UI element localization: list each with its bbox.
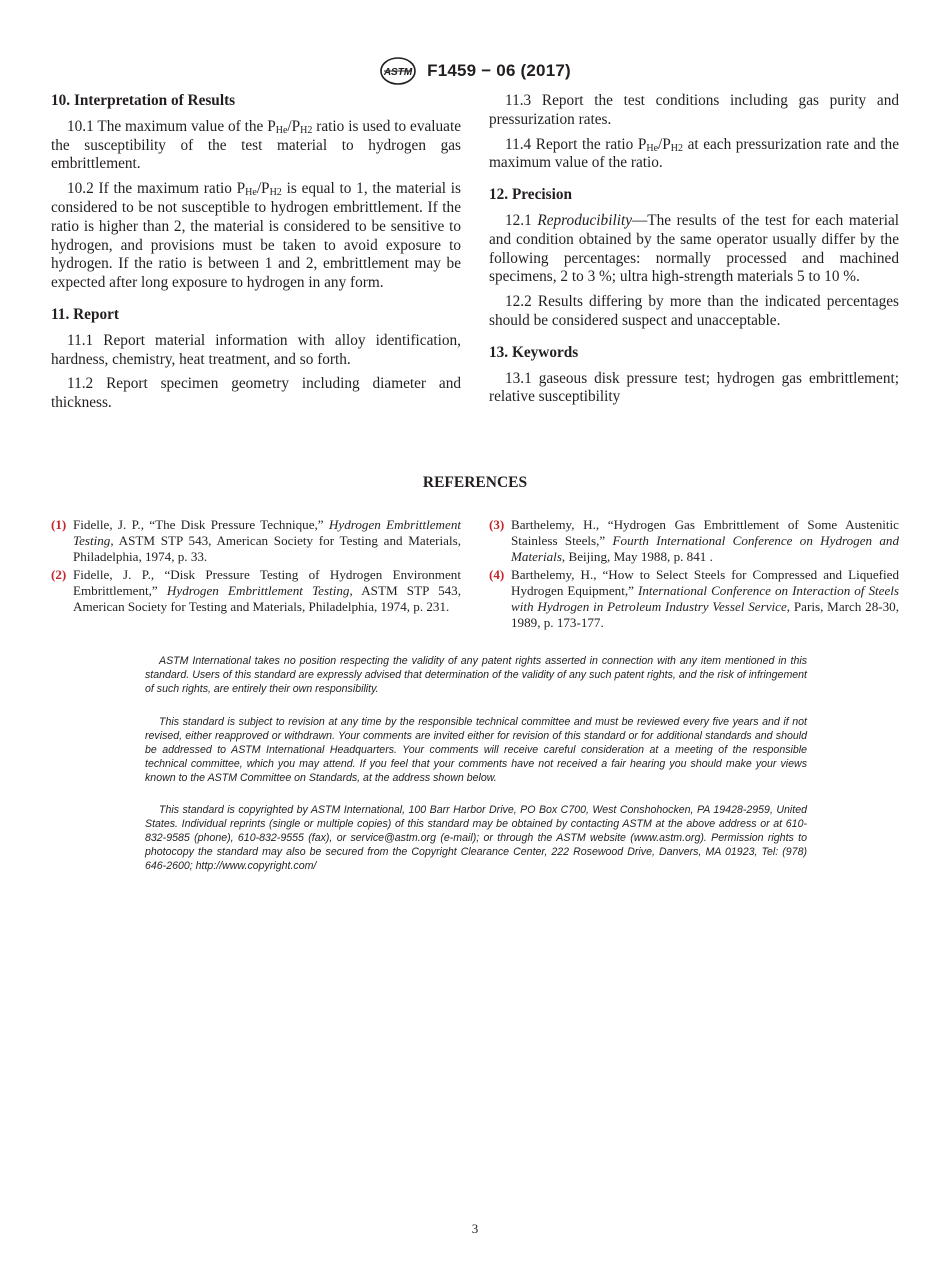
reference-item: (3) Barthelemy, H., “Hydrogen Gas Embrittlement of Some Austenitic Stainless Steels,” Fourth International Conference on Hydrogen and Materials, Beijing, May 1988, p. 841 . <box>489 517 899 565</box>
patent-notice: ASTM International takes no position respecting the validity of any patent rights asserted in connection with any item mentioned in this standard. Users of this standard are expressly advised that determination of the validity of any such patent rights, and the risk of infringement of such rights, are entirely their own responsibility. <box>145 655 807 695</box>
svg-text:ASTM: ASTM <box>383 67 413 78</box>
copyright-notice: This standard is copyrighted by ASTM International, 100 Barr Harbor Drive, PO Box C700, West Conshohocken, PA 19428-2959, United States. Individual reprints (single or multiple copies) of this standard may be obtained by contacting ASTM at the above address or at 610-832-9585 (phone), 610-832-9555 (fax), or service@astm.org (e-mail); or through the ASTM website (www.astm.org). Permission rights to photocopy the standard may also be secured from the Copyright Clearance Center, 222 Rosewood Drive, Danvers, MA 01923, Tel: (978) 646-2600; http://www.copyright.com/ <box>145 804 807 872</box>
reference-number[interactable]: (1) <box>51 517 67 532</box>
references-left <box>51 517 461 616</box>
section-13-title: 13. Keywords <box>489 343 579 361</box>
references-title: REFERENCES <box>422 474 528 491</box>
left-column <box>51 92 461 419</box>
page-header <box>0 56 950 86</box>
paragraph-12-1: 12.1 Reproducibility—The results of the test for each material and condition obtained by the same operator usually differ by the following percentages: normally processed and machined specimens, 2 to 3 %; ultra high-strength materials 5 to 10 %. <box>489 211 899 286</box>
reference-number[interactable]: (3) <box>489 517 505 532</box>
reference-item: (2) Fidelle, J. P., “Disk Pressure Testing of Hydrogen Environment Embrittlement,” Hydrogen Embrittlement Testing, ASTM STP 543, American Society for Testing and Materials, Philadelphia, 1974, p. 231. <box>51 566 461 615</box>
references-right <box>489 517 899 632</box>
reference-number[interactable]: (2) <box>51 566 67 582</box>
reference-item: (4) Barthelemy, H., “How to Select Steels for Compressed and Liquefied Hydrogen Equipment,” International Conference on Interaction of Steels with Hydrogen in Petroleum Industry Vessel Service, Paris, March 28-30, 1989, p. 173-177. <box>489 566 900 631</box>
document-id: F1459 − 06 (2017) <box>427 61 571 80</box>
right-column <box>489 92 899 413</box>
reference-number[interactable]: (4) <box>489 566 505 582</box>
paragraph-11-4: 11.4 Report the ratio $P_{He}/P_{H2}$ at each pressurization rate and the maximum value of the ratio. <box>489 135 899 172</box>
revision-notice: This standard is subject to revision at any time by the responsible technical committee and must be reviewed every five years and if not revised, either reapproved or withdrawn. Your comments are invited either for revision of this standard or for additional standards and should be addressed to ASTM International Headquarters. Your comments will receive careful consideration at a meeting of the responsible technical committee, which you may attend. If you feel that your comments have not received a fair hearing you should make your views known to the ASTM Committee on Standards, at the address shown below. <box>145 716 807 784</box>
paragraph-13-1: 13.1 gaseous disk pressure test; hydrogen gas embrittlement; relative susceptibility <box>489 369 899 406</box>
paragraph-12-2: 12.2 Results differing by more than the indicated percentages should be considered suspect and unacceptable. <box>489 293 899 329</box>
page-number: 3 <box>471 1221 479 1236</box>
paragraph-10-2: 10.2 If the maximum ratio $P_{He}/P_{H2}$ is equal to 1, the material is considered to be not susceptible to hydrogen embrittlement. If the ratio is higher than 2, the material is considered to be sensitive to hydrogen, and provisions must be taken to avoid exposure to hydrogen. If the ratio is between 1 and 2, embrittlement may be expected after long exposure to hydrogen in any form. <box>51 180 461 292</box>
astm-logo-icon <box>379 56 417 86</box>
paragraph-10-1: 10.1 The maximum value of the $P_{He}/P_{H2}$ ratio is used to evaluate the susceptibility of the test material to hydrogen gas embrittlement. <box>51 117 461 173</box>
paragraph-11-1: 11.1 Report material information with alloy identification, hardness, chemistry, heat treatment, and so forth. <box>51 331 461 368</box>
paragraph-11-2: 11.2 Report specimen geometry including diameter and thickness. <box>51 375 461 412</box>
section-11-title: 11. Report <box>51 305 119 323</box>
reference-item: (1) Fidelle, J. P., “The Disk Pressure Technique,” Hydrogen Embrittlement Testing, ASTM STP 543, American Society for Testing and Materials, Philadelphia, 1974, p. 33. <box>51 517 462 565</box>
section-10-title: 10. Interpretation of Results <box>51 92 236 109</box>
paragraph-11-3: 11.3 Report the test conditions including gas purity and pressurization rates. <box>489 92 899 128</box>
section-12-title: 12. Precision <box>489 186 572 204</box>
